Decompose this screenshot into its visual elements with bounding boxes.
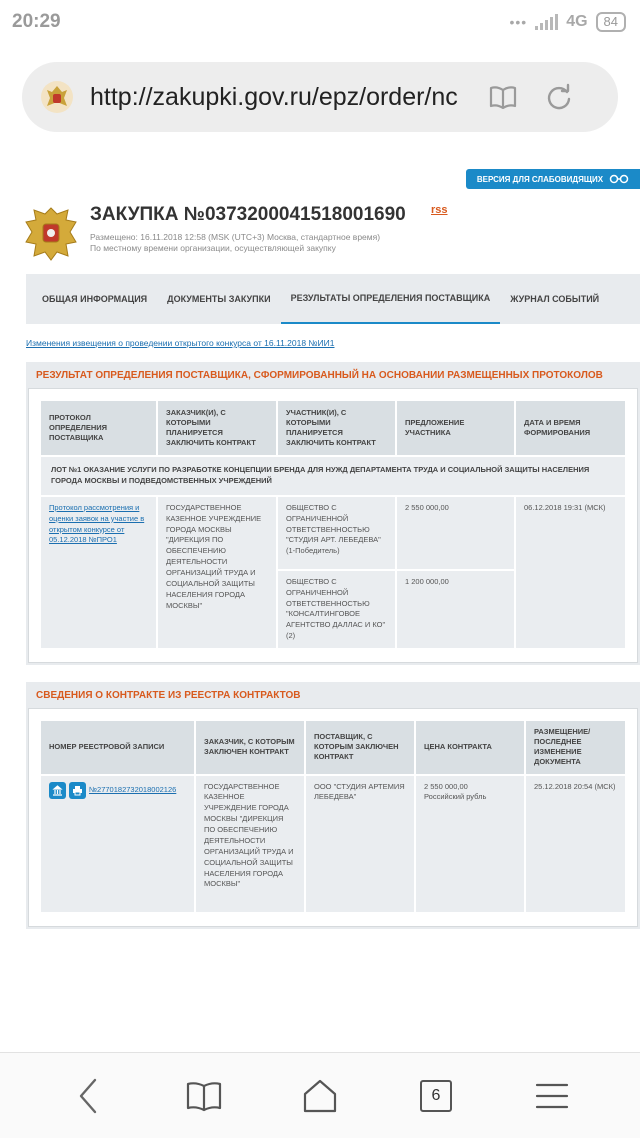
- posted-date: Размещено: 16.11.2018 12:58 (MSK (UTC+3) Москва, стандартное время): [90, 232, 381, 242]
- registry-number-link[interactable]: №2770182732018002126: [89, 784, 177, 794]
- print-icon[interactable]: [69, 782, 86, 799]
- contract-customer-cell: ГОСУДАРСТВЕННОЕ КАЗЕННОЕ УЧРЕЖДЕНИЕ ГОРОДА МОСКВЫ "ДИРЕКЦИЯ ПО ОБЕСПЕЧЕНИЮ ДЕЯТЕЛЬНОСТИ ОРГАНИЗАЦИЙ ТРУДА И СОЦИАЛЬНОЙ ЗАЩИТЫ НАСЕЛЕНИЯ ГОРОДА МОСКВЫ": [196, 776, 304, 912]
- status-time: 20:29: [12, 11, 61, 32]
- contract-currency: Российский рубль: [424, 792, 487, 802]
- protocol-cell: [41, 497, 156, 648]
- contracts-heading: СВЕДЕНИЯ О КОНТРАКТЕ ИЗ РЕЕСТРА КОНТРАКТОВ: [36, 689, 301, 701]
- offer-cell: 2 550 000,00: [397, 497, 514, 569]
- contract-price-cell: [416, 776, 524, 912]
- results-section: [26, 362, 640, 665]
- column-header: ЦЕНА КОНТРАКТА: [416, 721, 524, 774]
- tab-count: 6: [420, 1080, 452, 1112]
- contract-supplier-cell: ООО "СТУДИЯ АРТЕМИЯ ЛЕБЕДЕВА": [306, 776, 414, 912]
- contract-datetime-cell: 25.12.2018 20:54 (МСК): [526, 776, 625, 912]
- browser-bottom-nav: [0, 1052, 640, 1138]
- datetime-cell: 06.12.2018 19:31 (МСК): [516, 497, 625, 648]
- contracts-body: [28, 708, 638, 927]
- building-icon[interactable]: [49, 782, 66, 799]
- bookmarks-button[interactable]: [179, 1071, 229, 1121]
- registry-cell: [41, 776, 194, 912]
- rss-link[interactable]: rss: [431, 204, 448, 216]
- participant-cell: ОБЩЕСТВО С ОГРАНИЧЕННОЙ ОТВЕТСТВЕННОСТЬЮ "СТУДИЯ АРТ. ЛЕБЕДЕВА"(1-Победитель): [278, 497, 395, 569]
- notification-dots: •••: [509, 14, 528, 30]
- results-header-row: [41, 401, 625, 455]
- signal-icon: [535, 14, 558, 30]
- timezone-note: По местному времени организации, осуществляющей закупку: [90, 243, 336, 253]
- home-button[interactable]: [295, 1071, 345, 1121]
- tab-supplier-results[interactable]: РЕЗУЛЬТАТЫ ОПРЕДЕЛЕНИЯ ПОСТАВЩИКА: [281, 274, 501, 324]
- results-heading: РЕЗУЛЬТАТ ОПРЕДЕЛЕНИЯ ПОСТАВЩИКА, СФОРМИРОВАННЫЙ НА ОСНОВАНИИ РАЗМЕЩЕННЫХ ПРОТОКОЛОВ: [36, 369, 603, 381]
- column-header: ЗАКАЗЧИК(И), С КОТОРЫМИ ПЛАНИРУЕТСЯ ЗАКЛЮЧИТЬ КОНТРАКТ: [158, 401, 276, 455]
- notice-change-link[interactable]: Изменения извещения о проведении открытого конкурса от 16.11.2018 №ИИ1: [26, 338, 335, 348]
- column-header: ПРЕДЛОЖЕНИЕ УЧАСТНИКА: [397, 401, 514, 455]
- reload-icon[interactable]: [544, 82, 574, 112]
- reader-mode-icon[interactable]: [488, 82, 518, 112]
- low-vision-button[interactable]: [466, 169, 640, 189]
- table-row: [41, 776, 625, 912]
- contract-price: 2 550 000,00: [424, 781, 468, 791]
- hamburger-menu-icon: [535, 1082, 569, 1110]
- contracts-section: [26, 682, 640, 929]
- lot-row: [41, 457, 625, 495]
- customer-cell: ГОСУДАРСТВЕННОЕ КАЗЕННОЕ УЧРЕЖДЕНИЕ ГОРОДА МОСКВЫ "ДИРЕКЦИЯ ПО ОБЕСПЕЧЕНИЮ ДЕЯТЕЛЬНОСТИ ОРГАНИЗАЦИЙ ТРУДА И СОЦИАЛЬНОЙ ЗАЩИТЫ НАСЕЛЕНИЯ ГОРОДА МОСКВЫ": [158, 497, 276, 648]
- column-header: УЧАСТНИК(И), С КОТОРЫМИ ПЛАНИРУЕТСЯ ЗАКЛЮЧИТЬ КОНТРАКТ: [278, 401, 395, 455]
- home-icon: [302, 1078, 338, 1114]
- url-text[interactable]: http://zakupki.gov.ru/epz/order/nc: [90, 82, 458, 111]
- column-header: ПРОТОКОЛ ОПРЕДЕЛЕНИЯ ПОСТАВЩИКА: [41, 401, 156, 455]
- chevron-left-icon: [73, 1076, 103, 1116]
- purchase-header: [24, 200, 634, 270]
- column-header: ПОСТАВЩИК, С КОТОРЫМ ЗАКЛЮЧЕН КОНТРАКТ: [306, 721, 414, 774]
- low-vision-label: ВЕРСИЯ ДЛЯ СЛАБОВИДЯЩИХ: [476, 174, 604, 184]
- column-header: НОМЕР РЕЕСТРОВОЙ ЗАПИСИ: [41, 721, 194, 774]
- coat-of-arms-icon: [24, 204, 78, 262]
- contracts-table: [39, 719, 627, 914]
- network-type: 4G: [566, 13, 588, 30]
- book-icon: [186, 1080, 222, 1112]
- column-header: ДАТА И ВРЕМЯ ФОРМИРОВАНИЯ: [516, 401, 625, 455]
- tab-event-log[interactable]: ЖУРНАЛ СОБЫТИЙ: [510, 294, 600, 304]
- results-table: [39, 399, 627, 650]
- back-button[interactable]: [63, 1071, 113, 1121]
- offer-cell: 1 200 000,00: [397, 571, 514, 648]
- contracts-header-row: [41, 721, 625, 774]
- status-bar: [0, 0, 640, 44]
- tab-general-info[interactable]: ОБЩАЯ ИНФОРМАЦИЯ: [42, 294, 148, 304]
- tab-bar: [26, 274, 640, 324]
- tabs-button[interactable]: [411, 1071, 461, 1121]
- column-header: ЗАКАЗЧИК, С КОТОРЫМ ЗАКЛЮЧЕН КОНТРАКТ: [196, 721, 304, 774]
- site-favicon-icon: [40, 80, 74, 114]
- results-body: [28, 388, 638, 663]
- protocol-link[interactable]: Протокол рассмотрения и оценки заявок на участие в открытом конкурсе от 05.12.2018 №ПРО1: [49, 502, 145, 545]
- table-row: [41, 497, 625, 569]
- page-title: ЗАКУПКА №0373200041518001690: [90, 204, 406, 225]
- participant-cell: ОБЩЕСТВО С ОГРАНИЧЕННОЙ ОТВЕТСТВЕННОСТЬЮ "КОНСАЛТИНГОВОЕ АГЕНТСТВО ДАЛЛАС И КО"(2): [278, 571, 395, 648]
- status-icons: [509, 12, 626, 32]
- address-bar[interactable]: [22, 62, 618, 132]
- menu-button[interactable]: [527, 1071, 577, 1121]
- lot-title: ЛОТ №1 ОКАЗАНИЕ УСЛУГИ ПО РАЗРАБОТКЕ КОНЦЕПЦИИ БРЕНДА ДЛЯ НУЖД ДЕПАРТАМЕНТА ТРУДА И СОЦИАЛЬНОЙ ЗАЩИТЫ НАСЕЛЕНИЯ ГОРОДА МОСКВЫ И ПОДВЕДОМСТВЕННЫХ УЧРЕЖДЕНИЙ: [41, 457, 625, 495]
- battery-icon: 84: [596, 12, 626, 32]
- tab-documents[interactable]: ДОКУМЕНТЫ ЗАКУПКИ: [167, 294, 271, 304]
- column-header: РАЗМЕЩЕНИЕ/ ПОСЛЕДНЕЕ ИЗМЕНЕНИЕ ДОКУМЕНТА: [526, 721, 625, 774]
- glasses-icon: [609, 174, 629, 184]
